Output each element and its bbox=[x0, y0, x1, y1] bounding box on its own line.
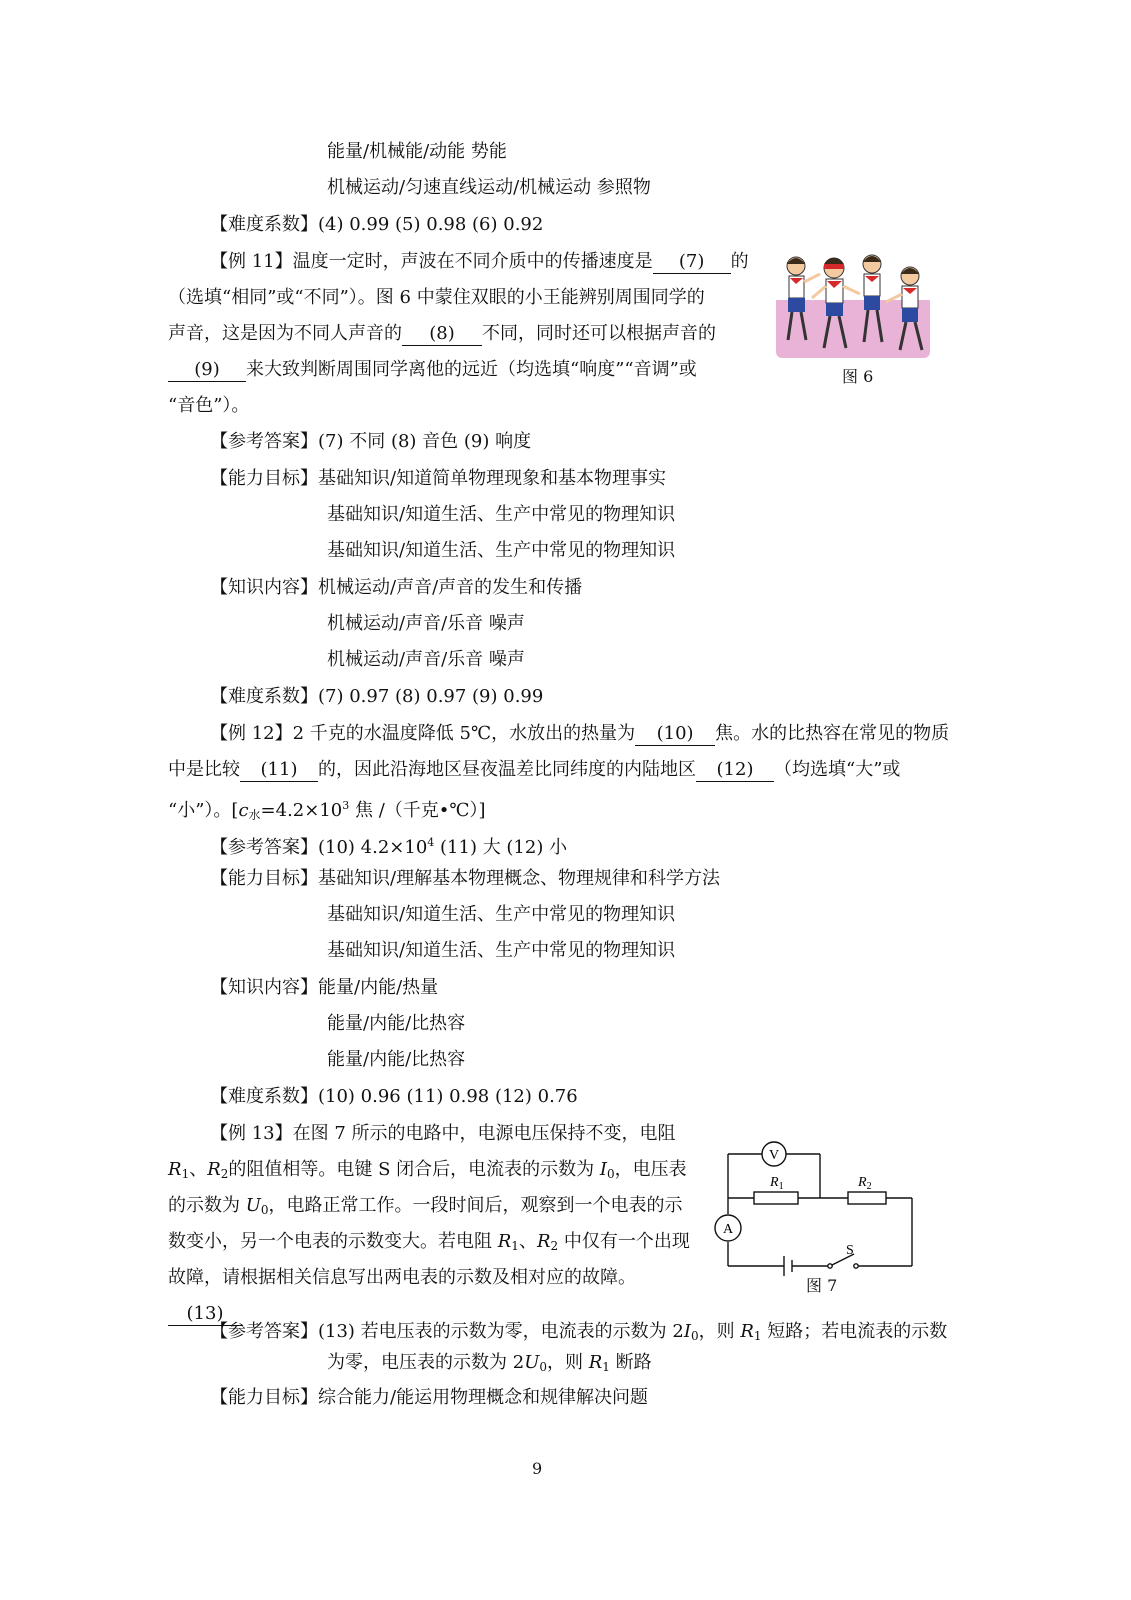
ex13-text: 的示数为 $U_0$，电路正常工作。一段时间后，观察到一个电表的示 bbox=[168, 1195, 683, 1217]
r1-label: $R_1$ bbox=[770, 1175, 784, 1192]
ex13-text: 数变小，另一个电表的示数变大。若电阻 $R_1$、$R_2$ 中仅有一个出现 bbox=[168, 1231, 690, 1253]
knowledge-line: 机械运动/匀速直线运动/机械运动 参照物 bbox=[327, 177, 651, 198]
ability-line: 【能力目标】基础知识/知道简单物理现象和基本物理事实 bbox=[210, 468, 667, 489]
switch-label: S bbox=[846, 1243, 854, 1258]
knowledge-line: 【知识内容】能量/内能/热量 bbox=[210, 977, 439, 998]
ability-line: 基础知识/知道生活、生产中常见的物理知识 bbox=[327, 940, 676, 961]
answer-blank: (13) bbox=[168, 1303, 242, 1326]
ability-line: 【能力目标】综合能力/能运用物理概念和规律解决问题 bbox=[210, 1387, 649, 1408]
answer-blank: (9) bbox=[168, 359, 246, 382]
ex12-text: “小”）。[$c_水=4.2\times 10^3$ 焦 /（千克•℃）] bbox=[168, 799, 486, 822]
knowledge-line: 机械运动/声音/乐音 噪声 bbox=[327, 649, 525, 670]
ex12-text: 【例 12】2 千克的水温度降低 5℃，水放出的热量为 (10) 焦。水的比热容在常见的物质 bbox=[210, 723, 950, 744]
ex13-text: 故障，请根据相关信息写出两电表的示数及相对应的故障。 bbox=[168, 1267, 636, 1288]
ex13-text: 【例 13】在图 7 所示的电路中，电源电压保持不变，电阻 bbox=[210, 1123, 676, 1144]
answer-blank: (7) bbox=[653, 251, 731, 274]
voltmeter-label: V bbox=[768, 1148, 780, 1163]
answer-blank: (8) bbox=[402, 323, 482, 346]
answer-blank: (10) bbox=[635, 723, 715, 746]
ex11-text: (9) 来大致判断周围同学离他的远近（均选填“响度”“音调”或 bbox=[168, 358, 697, 382]
answer-line: 【参考答案】(13) 若电压表的示数为零，电流表的示数为 $2I_0$，则 $R_1$ 短路；若电流表的示数 bbox=[210, 1321, 948, 1343]
r2-label: $R_2$ bbox=[858, 1175, 872, 1192]
page-number: 9 bbox=[532, 1459, 543, 1478]
answer-blank: (11) bbox=[240, 759, 318, 782]
knowledge-line: 【知识内容】机械运动/声音/声音的发生和传播 bbox=[210, 577, 583, 598]
difficulty-line: 【难度系数】(10) 0.96 (11) 0.98 (12) 0.76 bbox=[210, 1086, 578, 1107]
ex11-text: （选填“相同”或“不同”）。图 6 中蒙住双眼的小王能辨别周围同学的 bbox=[168, 287, 705, 308]
ex13-text: $R_1$、$R_2$的阻值相等。电键 S 闭合后，电流表的示数为 $I_0$，电压表 bbox=[168, 1159, 687, 1181]
answer-line: 【参考答案】(7) 不同 (8) 音色 (9) 响度 bbox=[210, 431, 532, 452]
knowledge-line: 能量/内能/比热容 bbox=[327, 1049, 466, 1070]
figure-6-caption: 图 6 bbox=[842, 367, 874, 386]
ability-line: 基础知识/知道生活、生产中常见的物理知识 bbox=[327, 504, 676, 525]
figure-7-circuit bbox=[706, 1130, 926, 1280]
difficulty-line: 【难度系数】(4) 0.99 (5) 0.98 (6) 0.92 bbox=[210, 214, 544, 235]
ability-line: 【能力目标】基础知识/理解基本物理概念、物理规律和科学方法 bbox=[210, 868, 721, 889]
answer-line: 为零，电压表的示数为 $2U_0$，则 $R_1$ 断路 bbox=[327, 1352, 652, 1374]
ability-line: 基础知识/知道生活、生产中常见的物理知识 bbox=[327, 540, 676, 561]
knowledge-line: 能量/内能/比热容 bbox=[327, 1013, 466, 1034]
figure-6-illustration bbox=[772, 244, 934, 360]
ex11-text: “音色”）。 bbox=[168, 395, 250, 416]
difficulty-line: 【难度系数】(7) 0.97 (8) 0.97 (9) 0.99 bbox=[210, 686, 544, 707]
answer-blank: (12) bbox=[696, 759, 774, 782]
knowledge-line: 机械运动/声音/乐音 噪声 bbox=[327, 613, 525, 634]
ex11-text: 【例 11】温度一定时，声波在不同介质中的传播速度是 (7) 的 bbox=[210, 251, 749, 272]
ex12-text: 中是比较 (11) 的，因此沿海地区昼夜温差比同纬度的内陆地区 (12) （均选填“大”或 bbox=[168, 759, 901, 780]
knowledge-line: 能量/机械能/动能 势能 bbox=[327, 141, 507, 162]
ammeter-label: A bbox=[722, 1222, 734, 1237]
figure-7-caption: 图 7 bbox=[806, 1276, 838, 1295]
ability-line: 基础知识/知道生活、生产中常见的物理知识 bbox=[327, 904, 676, 925]
answer-line: 【参考答案】(10) $4.2\times 10^4$ (11) 大 (12) 小 bbox=[210, 836, 568, 858]
ex11-text: 声音，这是因为不同人声音的 (8) 不同，同时还可以根据声音的 bbox=[168, 323, 716, 344]
